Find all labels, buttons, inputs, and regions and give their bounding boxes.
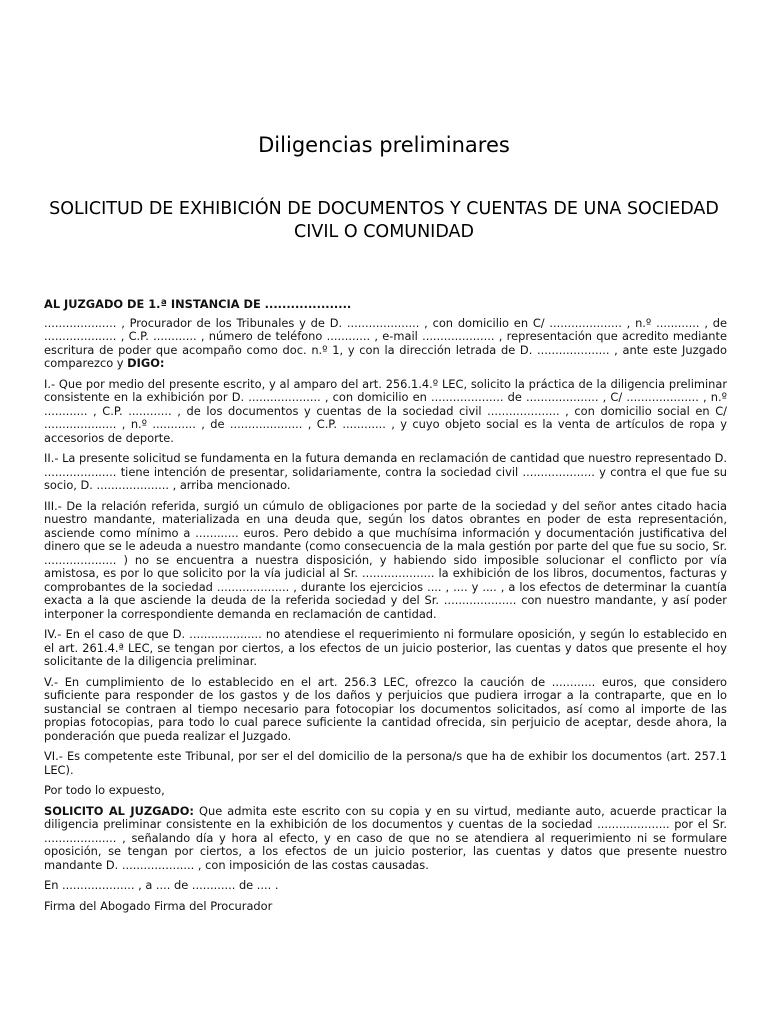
court-heading: AL JUZGADO DE 1.ª INSTANCIA DE .................... (44, 297, 352, 311)
paragraph-5: V.- En cumplimiento de lo establecido en el art. 256.3 LEC, ofrezco la caución de ............ euros, que considero suficiente para responder de los gastos y de los daños y perjuicios que pudiera irrogar a la contraparte, que en lo sustancial se contraen al tiempo necesario para fotocopiar los documentos solicitados, así como al importe de las propias fotocopias, para todo lo cual parece suficiente la cantidad ofrecida, sin perjuicio de aceptar, desde ahora, la ponderación que pueda realizar el Juzgado. (44, 674, 727, 743)
request-text: Que admita este escrito con su copia y en su virtud, mediante auto, acuerde practicar la diligencia preliminar consistente en la exhibición de los documentos y cuentas de la sociedad .................... por el Sr. .................... , señalando día y hora al efecto, y en caso de que no se atendiera al requerimiento ni se formulare oposición, se tengan por ciertos, a los efectos de un juicio posterior, las cuentas y datos que presente nuestro mandante D. .................... , con imposición de las costas causadas. (44, 803, 728, 872)
document-body (44, 298, 727, 920)
paragraph-2: II.- La presente solicitud se fundamenta en la futura demanda en reclamación de cantidad que nuestro representado D. .................... tiene intención de presentar, solidariamente, contra la sociedad civil .................... y contra el que fue su socio, D. .................... , arriba mencionado. (44, 451, 727, 492)
intro-text: .................... , Procurador de los Tribunales y de D. .................... , con domicilio en C/ .................... , n.º ............ , de .................... , C.P. ............ , número de teléfono ............ , e-mail .................... , representación que acredito mediante escritura de poder que acompaño como doc. n.º 1, y con la dirección letrada de D. .................... , ante este Juzgado comparezco y (44, 315, 727, 370)
intro-paragraph (44, 317, 727, 371)
place-date-line: En .................... , a .... de ............ de .... . (44, 878, 279, 892)
document-subtitle: SOLICITUD DE EXHIBICIÓN DE DOCUMENTOS Y CUENTAS DE UNA SOCIEDAD CIVIL O COMUNIDAD (49, 199, 719, 242)
paragraph-6: VI.- Es competente este Tribunal, por ser el del domicilio de la persona/s que ha de exhibir los documentos (art. 257.1 LEC). (44, 749, 727, 777)
paragraph-7: Por todo lo expuesto, (44, 783, 165, 797)
digo-label: DIGO: (127, 356, 165, 370)
signature-line: Firma del Abogado Firma del Procurador (44, 898, 273, 913)
paragraph-1: I.- Que por medio del presente escrito, y al amparo del art. 256.1.4.º LEC, solicito la práctica de la diligencia preliminar consistente en la exhibición por D. .................... , con domicilio en .................... de .................... , C/ .................... , n.º ............ , C.P. ............ , de los documentos y cuentas de la sociedad civil .................... , con domicilio social en C/ .................... , n.º ............ , de .................... , C.P. ............ , y cuyo objeto social es la venta de artículos de ropa y accesorios de deporte. (44, 376, 727, 445)
request-paragraph (44, 805, 727, 873)
document-title: Diligencias preliminares (258, 133, 510, 157)
paragraph-3: III.- De la relación referida, surgió un cúmulo de obligaciones por parte de la sociedad y del señor antes citado hacia nuestro mandante, materializada en una deuda que, según los datos obrantes en poder de esta representación, asciende como mínimo a ............ euros. Pero debido a que muchísima información y documentación justificativa del dinero que se le adeuda a nuestro mandante (como consecuencia de la mala gestión por parte del que fue su socio, Sr. .................... ) no se encuentra a nuestra disposición, y habiendo sido imposible solucionar el conflicto por vía amistosa, es por lo que solicito por la vía judicial al Sr. .................... la exhibición de los libros, documentos, facturas y comprobantes de la sociedad .................... , durante los ejercicios .... , .... y .... , a los efectos de determinar la cuantía exacta a la que asciende la deuda de la referida sociedad y del Sr. .................... con nuestro mandante, y así poder interponer la correspondiente demanda en reclamación de cantidad. (44, 498, 727, 621)
paragraph-4: IV.- En el caso de que D. .................... no atendiese el requerimiento ni formulare oposición, y según lo establecido en el art. 261.4.ª LEC, se tengan por ciertos, a los efectos de un juicio posterior, las cuentas y datos que presente el hoy solicitante de la diligencia preliminar. (44, 627, 727, 668)
request-label: SOLICITO AL JUZGADO: (44, 803, 194, 818)
